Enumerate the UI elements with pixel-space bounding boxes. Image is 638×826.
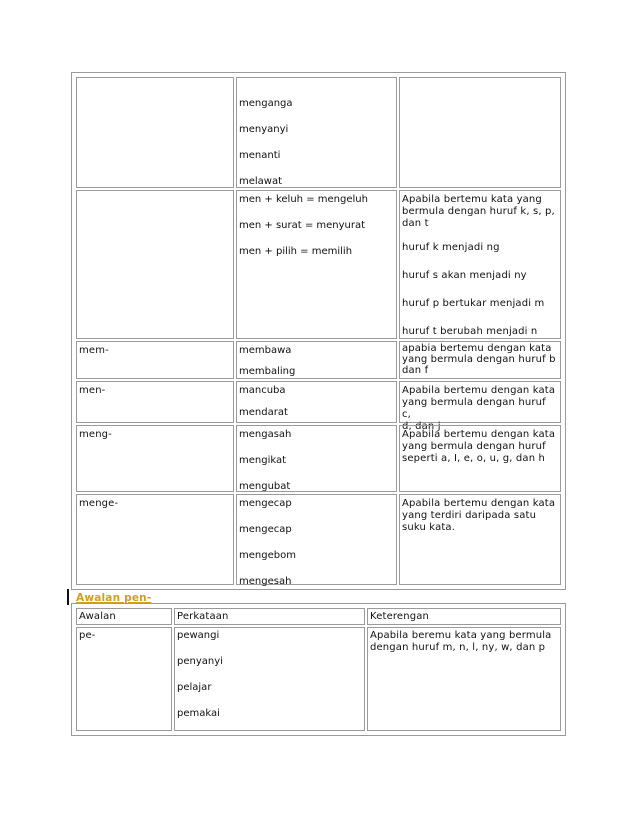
example-word: mengubat [239,481,291,492]
rule-line: huruf k menjadi ng [402,242,500,253]
table-row-5-col-1 [76,425,234,492]
table-row-1-col-1 [76,77,234,188]
header-label: Keterengan [370,611,429,622]
rule-text: Apabila bertemu dengan kata yang bermula dengan huruf seperti a, I, e, o, u, g, dan h [402,429,556,464]
example-word: mengebom [239,550,296,561]
table-row-3-col-1 [76,341,234,379]
table-row-1-col-3 [399,77,561,188]
formula-line: men + pilih = memilih [239,246,353,257]
rule-text: apabia bertemu dengan kata yang bermula dengan huruf b dan f [402,343,556,376]
awalan-pen-table [71,603,566,736]
example-word: menganga [239,98,293,109]
example-word: pewangi [177,630,220,641]
prefix-label: menge- [79,498,119,509]
table-row-4-col-2 [236,381,397,423]
example-word: mengikat [239,455,287,466]
example-word: mengesah [239,576,292,587]
table-row-5-col-3 [399,425,561,492]
prefix-label: men- [79,385,106,396]
example-word: penyanyi [177,656,223,667]
table-row-2-col-1 [76,190,234,339]
header-label: Awalan [79,611,116,622]
rule-line: huruf p bertukar menjadi m [402,298,545,309]
rule-text: Apabila bertemu dengan kata yang bermula dengan huruf c, d, dan j [402,385,556,432]
example-word: mendarat [239,407,288,418]
awalan-table [71,72,566,590]
table-row-2-col-2 [236,190,397,339]
table-row-1-col-2 [236,77,397,188]
text-cursor [67,589,69,605]
example-word: pelajar [177,682,212,693]
header-awalan [76,608,172,625]
table-row-3-col-2 [236,341,397,379]
table-row-pe-col-3 [367,627,561,731]
example-word: melawat [239,176,283,187]
rule-text: Apabila bertemu dengan kata yang terdiri daripada satu suku kata. [402,498,556,533]
table-row-3-col-3 [399,341,561,379]
rule-intro: Apabila bertemu kata yang bermula dengan huruf k, s, p, dan t [402,194,555,229]
prefix-label: mem- [79,345,109,356]
table-row-2-col-3 [399,190,561,339]
example-word: mengecap [239,524,292,535]
example-word: mengasah [239,429,292,440]
formula-line: men + surat = menyurat [239,220,366,231]
prefix-label: meng- [79,429,112,440]
example-word: mancuba [239,385,286,396]
header-keterengan [367,608,561,625]
rule-line: huruf t berubah menjadi n [402,326,538,337]
example-word: menanti [239,150,281,161]
rule-line: huruf s akan menjadi ny [402,270,527,281]
table-row-pe-col-1 [76,627,172,731]
table-row-pe-col-2 [174,627,365,731]
rule-text: Apabila beremu kata yang bermula dengan huruf m, n, l, ny, w, dan p [370,630,552,653]
table-row-6-col-2 [236,494,397,585]
section-heading: Awalan pen- [76,592,152,604]
table-row-4-col-1 [76,381,234,423]
table-row-5-col-2 [236,425,397,492]
prefix-label: pe- [79,630,96,641]
table-row-4-col-3 [399,381,561,432]
example-word: menyanyi [239,124,289,135]
header-perkataan [174,608,365,625]
example-word: membawa [239,345,292,356]
table-row-6-col-3 [399,494,561,585]
example-word: pemakai [177,708,220,719]
formula-line: men + keluh = mengeluh [239,194,368,205]
example-word: membaling [239,366,296,377]
example-word: mengecap [239,498,292,509]
table-row-6-col-1 [76,494,234,585]
header-label: Perkataan [177,611,229,622]
